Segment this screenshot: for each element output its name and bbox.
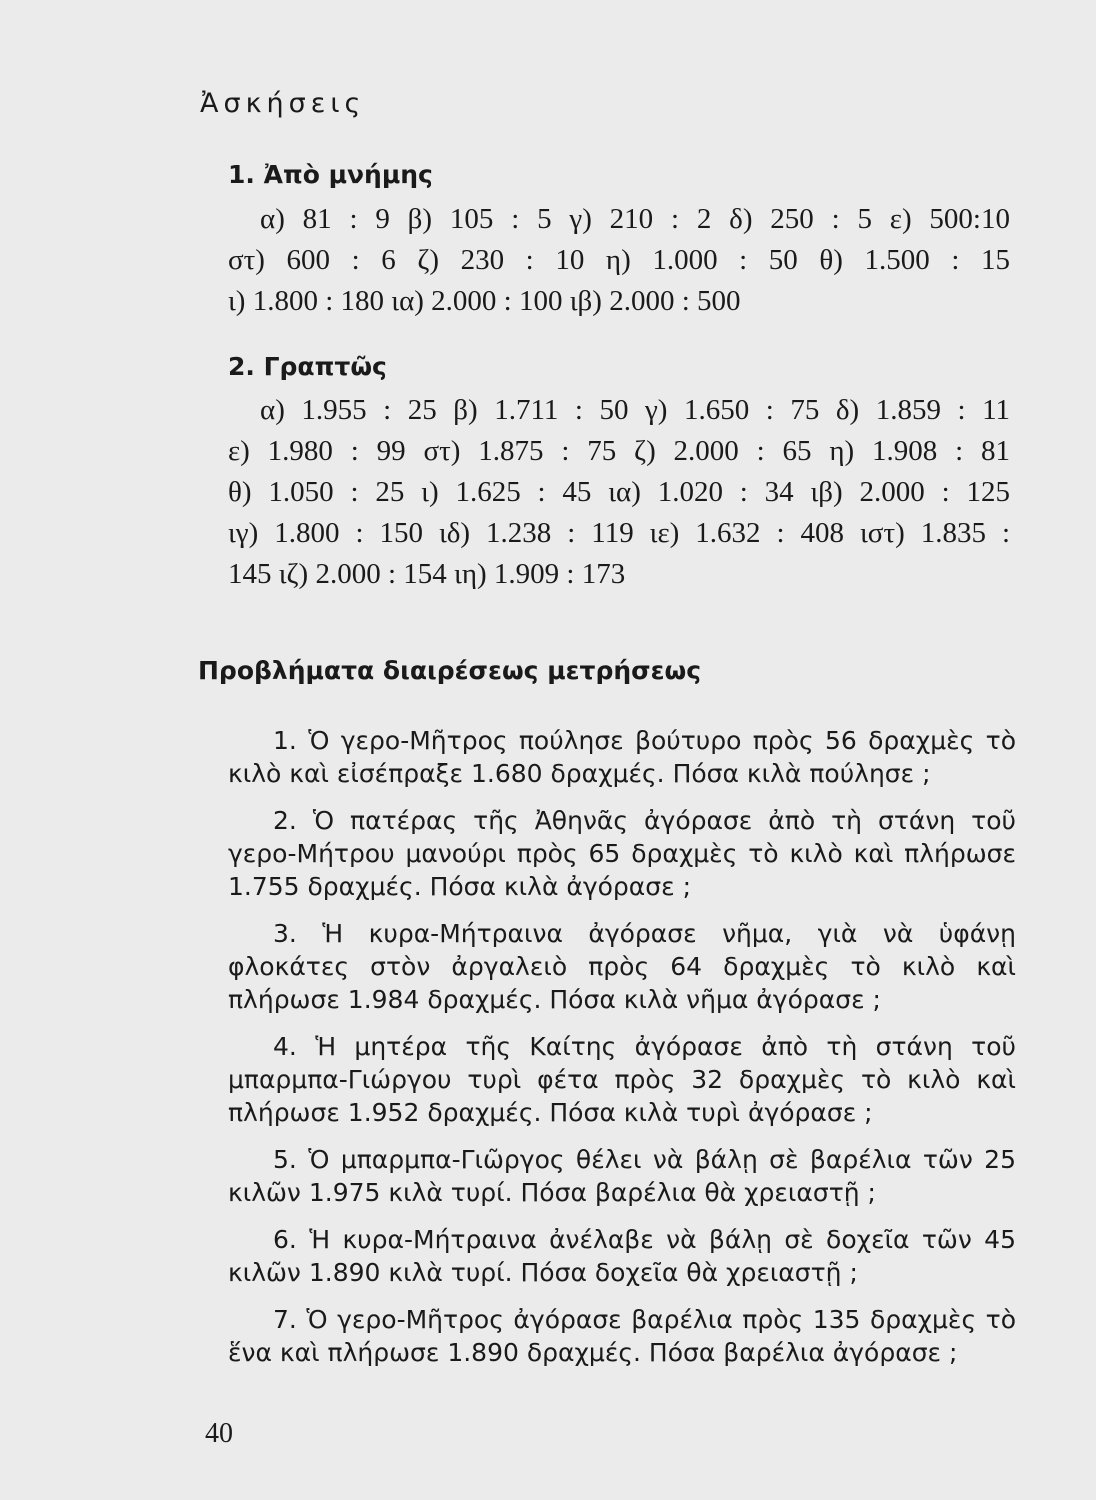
problem-item: 6. Ἡ κυρα-Μήτραινα ἀνέλαβε νὰ βάλῃ σὲ δοχεῖα τῶν 45 κιλῶν 1.890 κιλὰ τυρί. Πόσα δοχεῖα θὰ χρειαστῇ ; — [228, 1225, 1016, 1287]
problems-title: Προβλήματα διαιρέσεως μετρήσεως — [198, 656, 702, 685]
page-number: 40 — [205, 1418, 233, 1449]
problem-item: 4. Ἡ μητέρα τῆς Καίτης ἀγόρασε ἀπὸ τὴ στάνη τοῦ μπαρμπα-Γιώργου τυρὶ φέτα πρὸς 32 δραχμὲς τὸ κιλὸ καὶ πλήρωσε 1.952 δραχμές. Πόσα κιλὰ τυρὶ ἀγόρασε ; — [228, 1032, 1016, 1127]
exercise-line: α) 1.955 : 25 β) 1.711 : 50 γ) 1.650 : 75 δ) 1.859 : 11 — [260, 394, 1010, 426]
problem-item: 5. Ὁ μπαρμπα-Γιῶργος θέλει νὰ βάλῃ σὲ βαρέλια τῶν 25 κιλῶν 1.975 κιλὰ τυρί. Πόσα βαρέλια θὰ χρειαστῇ ; — [228, 1145, 1016, 1207]
problems-list — [228, 724, 1016, 1383]
exercise-line: ιγ) 1.800 : 150 ιδ) 1.238 : 119 ιε) 1.632 : 408 ιστ) 1.835 : — [228, 517, 1010, 549]
problem-item: 7. Ὁ γερο-Μῆτρος ἀγόρασε βαρέλια πρὸς 135 δραχμὲς τὸ ἕνα καὶ πλήρωσε 1.890 δραχμές. Πόσα βαρέλια ἀγόρασε ; — [228, 1305, 1016, 1367]
problem-item: 2. Ὁ πατέρας τῆς Ἀθηνᾶς ἀγόρασε ἀπὸ τὴ στάνη τοῦ γερο-Μήτρου μανούρι πρὸς 65 δραχμὲς τὸ κιλὸ καὶ πλήρωσε 1.755 δραχμές. Πόσα κιλὰ ἀγόρασε ; — [228, 806, 1016, 901]
section-from-memory-title: 1. Ἀπὸ μνήμης — [228, 160, 433, 189]
section-written-title: 2. Γραπτῶς — [228, 352, 387, 381]
exercise-line: α) 81 : 9 β) 105 : 5 γ) 210 : 2 δ) 250 : 5 ε) 500:10 — [260, 203, 1010, 235]
section-written-exercises — [228, 390, 1010, 595]
section-from-memory-exercises — [228, 199, 1010, 322]
exercise-line: ε) 1.980 : 99 στ) 1.875 : 75 ζ) 2.000 : 65 η) 1.908 : 81 — [228, 435, 1010, 467]
exercise-line: στ) 600 : 6 ζ) 230 : 10 η) 1.000 : 50 θ) 1.500 : 15 — [228, 244, 1010, 276]
exercise-line: θ) 1.050 : 25 ι) 1.625 : 45 ια) 1.020 : 34 ιβ) 2.000 : 125 — [228, 476, 1010, 508]
exercise-line: ι) 1.800 : 180 ια) 2.000 : 100 ιβ) 2.000 : 500 — [228, 285, 741, 317]
exercises-heading: Ἀσκήσεις — [200, 88, 366, 119]
exercise-line: 145 ιζ) 2.000 : 154 ιη) 1.909 : 173 — [228, 558, 626, 590]
problem-item: 1. Ὁ γερο-Μῆτρος πούλησε βούτυρο πρὸς 56 δραχμὲς τὸ κιλὸ καὶ εἰσέπραξε 1.680 δραχμές. Πόσα κιλὰ πούλησε ; — [228, 726, 1016, 788]
problem-item: 3. Ἡ κυρα-Μήτραινα ἀγόρασε νῆμα, γιὰ νὰ ὑφάνῃ φλοκάτες στὸν ἀργαλειὸ πρὸς 64 δραχμὲς τὸ κιλὸ καὶ πλήρωσε 1.984 δραχμές. Πόσα κιλὰ νῆμα ἀγόρασε ; — [228, 919, 1016, 1014]
